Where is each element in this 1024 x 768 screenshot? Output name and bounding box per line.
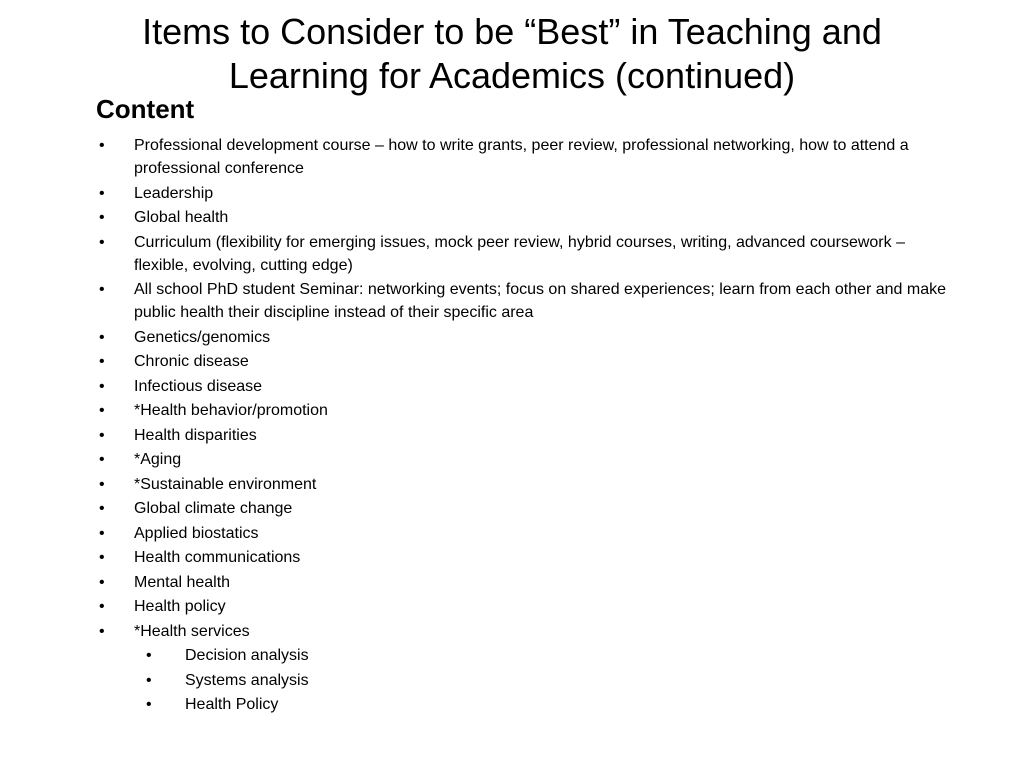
bullet-list [96, 134, 956, 718]
list-item-text: Mental health [134, 573, 231, 591]
list-item [96, 571, 956, 594]
slide-title-line-1: Items to Consider to be “Best” in Teaching and [142, 11, 882, 52]
list-item [96, 424, 956, 447]
list-item-text: Infectious disease [134, 377, 263, 395]
list-item-text: Leadership [134, 184, 214, 202]
list-item-text: Global climate change [134, 500, 293, 517]
list-item [96, 620, 956, 643]
list-item-text: Health communications [134, 549, 301, 566]
sub-list-item-text: Decision analysis [185, 647, 309, 664]
bullet-icon: • [99, 426, 105, 444]
bullet-icon: • [99, 281, 105, 298]
bullet-icon: • [99, 475, 105, 493]
list-item-text: All school PhD student Seminar: networking events; focus on shared experiences; learn from each other and make public health their discipline instead of their specific area [134, 281, 946, 321]
bullet-icon: • [99, 549, 105, 566]
bullet-icon: • [99, 622, 105, 640]
list-item-text: *Health behavior/promotion [134, 402, 328, 419]
list-item [96, 522, 956, 545]
bullet-icon: • [99, 402, 105, 419]
sub-list-item [96, 644, 956, 667]
sub-list-item-text: Systems analysis [185, 671, 309, 689]
bullet-icon: • [99, 353, 105, 370]
list-item [96, 182, 956, 205]
section-heading: Content [96, 94, 195, 124]
list-item [96, 134, 956, 180]
bullet-icon: • [99, 137, 105, 154]
list-item-text: Applied biostatics [134, 524, 259, 542]
list-item-text: Genetics/genomics [134, 328, 271, 346]
sub-list-item [96, 669, 956, 692]
list-item [96, 206, 956, 229]
list-item [96, 399, 956, 422]
list-item [96, 546, 956, 569]
sub-list-item-text: Health Policy [185, 696, 279, 713]
bullet-icon: • [99, 328, 105, 346]
slide-title-line-2: Learning for Academics (continued) [228, 55, 796, 96]
list-item [96, 278, 956, 324]
bullet-icon: • [99, 377, 105, 395]
list-item [96, 326, 956, 349]
bullet-icon: • [99, 184, 105, 202]
list-item [96, 375, 956, 398]
bullet-icon: • [99, 209, 105, 226]
bullet-icon: • [99, 500, 105, 517]
list-item-text: *Health services [134, 622, 250, 640]
list-item [96, 595, 956, 618]
list-item [96, 448, 956, 471]
list-item-text: *Aging [134, 451, 182, 468]
list-item [96, 473, 956, 496]
bullet-icon: • [99, 524, 105, 542]
list-item-text: Health disparities [134, 426, 257, 444]
bullet-icon: • [99, 598, 105, 615]
list-item [96, 231, 956, 277]
list-item [96, 497, 956, 520]
bullet-icon: • [146, 647, 152, 664]
bullet-icon: • [99, 233, 105, 251]
list-item-text: Chronic disease [134, 353, 249, 370]
bullet-icon: • [99, 573, 105, 591]
list-item-text: Health policy [134, 598, 226, 615]
list-item-text: Curriculum (flexibility for emerging issues, mock peer review, hybrid courses, writing, advanced coursework – flexible, evolving, cutting edge) [134, 233, 905, 274]
bullet-icon: • [99, 451, 105, 468]
bullet-icon: • [146, 696, 152, 713]
slide-title [60, 10, 964, 98]
list-item-text: Professional development course – how to write grants, peer review, professional networking, how to attend a professional conference [134, 137, 909, 177]
sub-list-item [96, 693, 956, 716]
list-item-text: *Sustainable environment [134, 475, 317, 493]
list-item-text: Global health [134, 209, 229, 226]
list-item [96, 350, 956, 373]
bullet-icon: • [146, 671, 152, 689]
